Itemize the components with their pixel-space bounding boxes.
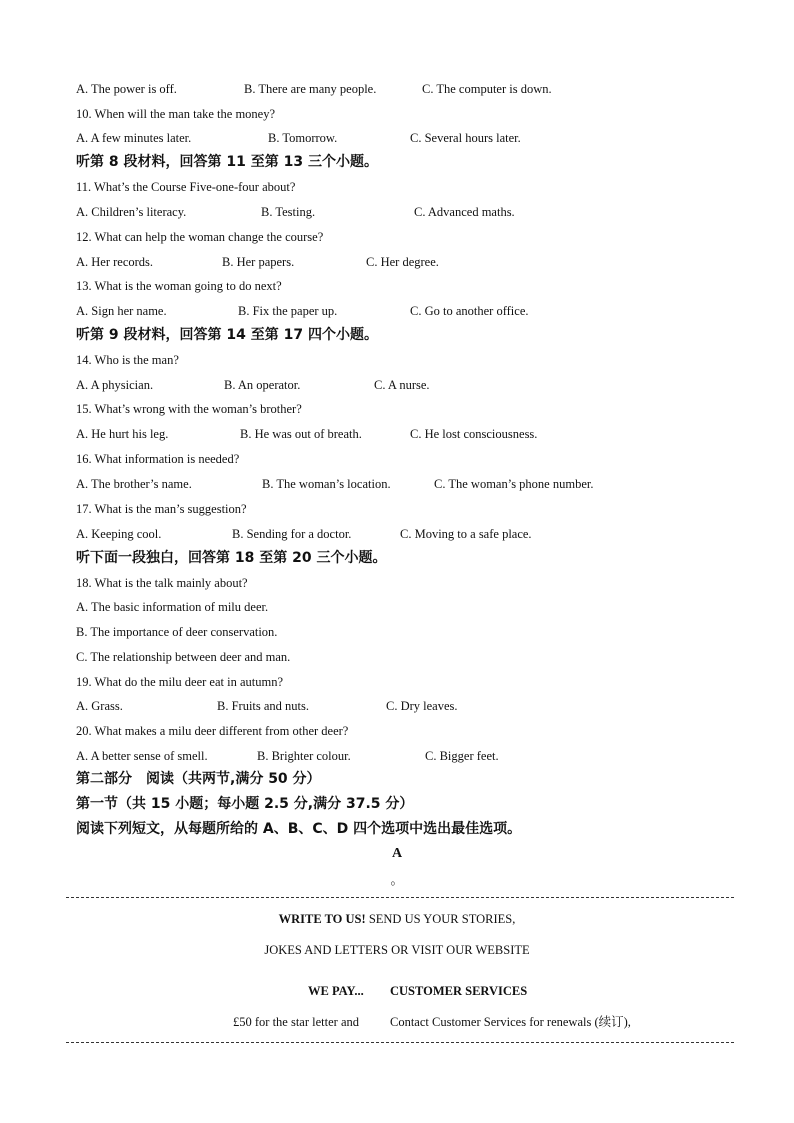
q15-option-b: B. He was out of breath. (240, 427, 362, 441)
q20-question: 20. What makes a milu deer different from other deer? (76, 724, 349, 738)
q17-option-c: C. Moving to a safe place. (400, 527, 532, 541)
q11-question: 11. What’s the Course Five-one-four about? (76, 180, 296, 194)
q11-option-b: B. Testing. (261, 205, 316, 219)
q12-option-a: A. Her records. (76, 255, 154, 269)
q13-option-b: B. Fix the paper up. (238, 304, 338, 318)
q10-option-c: C. Several hours later. (410, 131, 521, 145)
q18-option-a: A. The basic information of milu deer. (76, 600, 269, 614)
q9-option-b: B. There are many people. (244, 82, 377, 96)
q14-question: 14. Who is the man? (76, 353, 179, 367)
q9-option-a: A. The power is off. (76, 82, 177, 96)
q10-option-b: B. Tomorrow. (268, 131, 338, 145)
q13-option-a: A. Sign her name. (76, 304, 167, 318)
ad-contact: Contact Customer Services for renewals (续订), (390, 1015, 631, 1029)
q9-option-c: C. The computer is down. (422, 82, 552, 96)
ad-write-line (0, 911, 794, 927)
q19-option-c: C. Dry leaves. (386, 699, 458, 713)
q13-option-c: C. Go to another office. (410, 304, 529, 318)
q14-option-c: C. A nurse. (374, 378, 430, 392)
reading-instruction: 阅读下列短文，从每题所给的 A、B、C、D 四个选项中选出最佳选项。 (76, 821, 522, 837)
q19-question: 19. What do the milu deer eat in autumn? (76, 675, 284, 689)
q10-option-a: A. A few minutes later. (76, 131, 192, 145)
q17-option-a: A. Keeping cool. (76, 527, 162, 541)
ad-star-letter: £50 for the star letter and (233, 1015, 359, 1029)
q17-option-b: B. Sending for a doctor. (232, 527, 352, 541)
ad-write-bold: WRITE TO US! (278, 912, 366, 926)
q12-question: 12. What can help the woman change the course? (76, 230, 324, 244)
q18-option-c: C. The relationship between deer and man. (76, 650, 291, 664)
section-heading-8: 听第 8 段材料，回答第 11 至第 13 三个小题。 (76, 154, 378, 170)
q13-question: 13. What is the woman going to do next? (76, 279, 282, 293)
ad-top-divider (66, 897, 734, 898)
section1-title: 第一节（共 15 小题；每小题 2.5 分,满分 37.5 分） (76, 796, 414, 812)
part2-title: 第二部分 阅读（共两节,满分 50 分） (76, 771, 321, 787)
ad-line-2: JOKES AND LETTERS OR VISIT OUR WEBSITE (264, 943, 530, 957)
q15-option-a: A. He hurt his leg. (76, 427, 169, 441)
q16-option-a: A. The brother’s name. (76, 477, 192, 491)
q20-option-b: B. Brighter colour. (257, 749, 351, 763)
q10-question: 10. When will the man take the money? (76, 107, 276, 121)
q15-option-c: C. He lost consciousness. (410, 427, 538, 441)
q11-option-a: A. Children’s literacy. (76, 205, 187, 219)
q11-option-c: C. Advanced maths. (414, 205, 515, 219)
q20-option-c: C. Bigger feet. (425, 749, 499, 763)
q18-question: 18. What is the talk mainly about? (76, 576, 248, 590)
q14-option-a: A. A physician. (76, 378, 154, 392)
ad-bottom-divider (66, 1042, 734, 1043)
q14-option-b: B. An operator. (224, 378, 301, 392)
q20-option-a: A. A better sense of smell. (76, 749, 208, 763)
q15-question: 15. What’s wrong with the woman’s brother? (76, 402, 302, 416)
q17-question: 17. What is the man’s suggestion? (76, 502, 247, 516)
q19-option-b: B. Fruits and nuts. (217, 699, 310, 713)
passage-dot: 。 (390, 872, 404, 887)
q16-question: 16. What information is needed? (76, 452, 240, 466)
section-heading-10: 听下面一段独白，回答第 18 至第 20 三个小题。 (76, 550, 387, 566)
q16-option-b: B. The woman’s location. (262, 477, 391, 491)
section-heading-9: 听第 9 段材料，回答第 14 至第 17 四个小题。 (76, 327, 378, 343)
q19-option-a: A. Grass. (76, 699, 123, 713)
q12-option-c: C. Her degree. (366, 255, 439, 269)
passage-letter: A (391, 846, 403, 861)
q16-option-c: C. The woman’s phone number. (434, 477, 594, 491)
q12-option-b: B. Her papers. (222, 255, 295, 269)
q18-option-b: B. The importance of deer conservation. (76, 625, 278, 639)
ad-we-pay: WE PAY... (308, 984, 364, 998)
ad-write-rest: SEND US YOUR STORIES, (365, 912, 516, 926)
ad-customer-services: CUSTOMER SERVICES (390, 984, 528, 998)
